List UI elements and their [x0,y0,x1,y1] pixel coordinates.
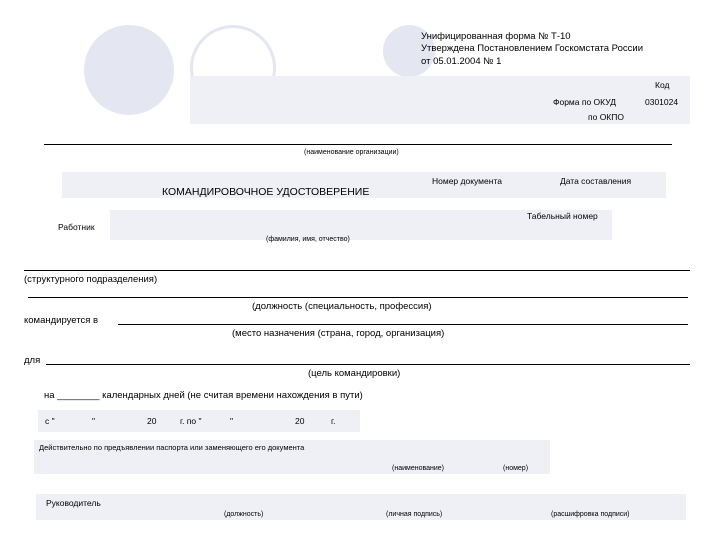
year-suffix2: г. [331,416,336,426]
destination-line [118,324,688,325]
worker-label: Работник [58,222,95,232]
year1: 20 [147,416,157,426]
head-label: Руководитель [46,498,101,508]
kod-label: Код [655,80,670,90]
tab-number-label: Табельный номер [527,211,598,221]
okud-value: 0301024 [645,97,679,107]
form-header-line1: Унифицированная форма № Т-10 [421,31,571,42]
org-name-line [44,144,672,145]
dept-line [24,270,690,271]
passport-text: Действительно по предъявлении паспорта или заменяющего его документа [39,443,305,452]
days-text: на ________ календарных дней (не считая времени нахождения в пути) [44,390,363,401]
doc-date-label: Дата составления [560,176,632,186]
from-quote: " [92,416,96,426]
to-quote: " [230,416,234,426]
head-decode-caption: (расшифровка подписи) [551,511,630,518]
fio-caption: (фамилия, имя, отчество) [266,236,350,243]
for-label: для [24,355,41,366]
destination-caption: (место назначения (страна, город, организация) [232,328,445,339]
passport-name-caption: (наименование) [392,465,444,472]
decor-circle [84,25,174,115]
form-header-line2: Утверждена Постановлением Госкомстата России [421,43,643,54]
doc-number-label: Номер документа [432,176,502,186]
position-line [28,297,688,298]
dept-caption: (структурного подразделения) [24,274,158,285]
head-signature-caption: (личная подпись) [386,511,443,518]
year2: 20 [295,416,305,426]
passport-number-caption: (номер) [503,465,529,472]
okpo-label: по ОКПО [588,112,624,122]
form-header-line3: от 05.01.2004 № 1 [421,56,502,67]
purpose-line [46,364,690,365]
org-caption: (наименование организации) [304,149,399,156]
purpose-caption: (цель командировки) [308,368,401,379]
from-label: с " [45,416,55,426]
to-label: г. по " [180,416,202,426]
head-position-caption: (должность) [224,511,264,518]
sent-label: командируется в [24,315,99,326]
doc-title: КОМАНДИРОВОЧНОЕ УДОСТОВЕРЕНИЕ [162,186,370,198]
position-caption: (должность (специальность, профессия) [252,301,432,312]
okud-label: Форма по ОКУД [553,97,616,107]
